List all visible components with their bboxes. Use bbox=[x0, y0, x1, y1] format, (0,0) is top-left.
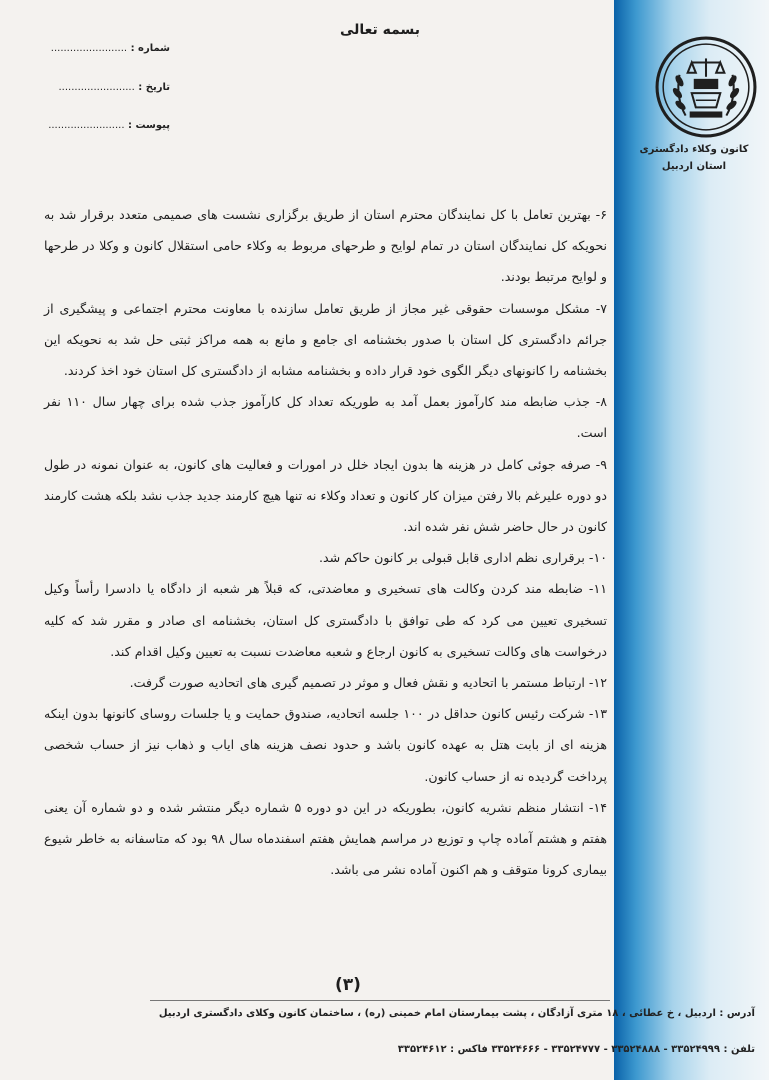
footer-address: آدرس : اردبیل ، خ عطائی ، ۱۸ متری آزادگان ، پشت بیمارستان امام خمینی (ره) ، ساختمان کانون وکلای دادگستری اردبیل bbox=[158, 1008, 755, 1019]
letter-attachment-dots: ........................ bbox=[48, 120, 125, 131]
bar-association-emblem-icon bbox=[655, 35, 757, 139]
basmala-heading: بسمه تعالی bbox=[339, 22, 421, 38]
footer-phones: تلفن : ۳۳۵۲۴۹۹۹ - ۳۳۵۲۴۸۸۸ - ۳۳۵۲۴۷۷۷ - ۳۳۵۲۴۶۶۶ فاکس : ۳۳۵۲۴۶۱۲ bbox=[397, 1044, 755, 1055]
organization-province: استان اردبیل bbox=[661, 161, 727, 172]
letter-date-field bbox=[40, 82, 170, 93]
letter-date-dots: ........................ bbox=[58, 82, 135, 93]
letter-number-dots: ........................ bbox=[50, 43, 128, 54]
paragraph-item-14: ۱۴- انتشار منظم نشریه کانون، بطوریکه در این دو دوره ۵ شماره دیگر منتشر شده و دو شماره آن یعنی هفتم و هشتم آماده چاپ و توزیع در مراسم همایش هفتم اسفندماه سال ۹۸ بود که متاسفانه به خاطر شیوع بیماری کرونا متوقف و هم اکنون آماده نشر می باشد. bbox=[44, 799, 607, 878]
letter-date-label: تاریخ : bbox=[138, 82, 170, 93]
footer-divider bbox=[150, 1000, 610, 1001]
letter-body bbox=[44, 199, 607, 885]
paragraph-item-9: ۹- صرفه جوئی کامل در هزینه ها بدون ایجاد خلل در امورات و فعالیت های کانون، به عنوان نمونه در طول دو دوره علیرغم بالا رفتن میزان کار کانون و تعداد وکلاء نه تنها هیچ کارمند جدید جذب نشد بلکه هشت کارمند کانون در حال حاضر شش نفر شده اند. bbox=[44, 456, 607, 535]
organization-name bbox=[628, 141, 760, 175]
paragraph-item-12: ۱۲- ارتباط مستمر با اتحادیه و نقش فعال و موثر در تصمیم گیری های اتحادیه صورت گرفت. bbox=[129, 675, 607, 691]
paragraph-item-8: ۸- جذب ضابطه مند کارآموز بعمل آمد به طوریکه تعداد کل کارآموز جذب شده برای چهار سال ۱۱۰ نفر است. bbox=[44, 394, 608, 441]
page-number: (۳) bbox=[335, 975, 361, 995]
letter-number-field bbox=[40, 43, 170, 54]
letter-attachment-label: پیوست : bbox=[127, 120, 170, 131]
paragraph-item-11: ۱۱- ضابطه مند کردن وکالت های تسخیری و معاضدتی، که قبلاً هر شعبه از دادگاه یا دادسرا رأساً وکیل تسخیری تعیین می کرد که طی توافق با دادگستری کل استان، بخشنامه ای صادر و مقرر شد که کلیه درخواست های وکالت تسخیری به کانون ارجاع و شعبه معاضدت نسبت به تعیین وکیل اقدام کند. bbox=[44, 581, 607, 659]
letter-number-label: شماره : bbox=[130, 43, 170, 54]
letter-attachment-field bbox=[40, 120, 170, 131]
organization-title: کانون وکلاء دادگستری bbox=[639, 144, 749, 155]
paragraph-item-10: ۱۰- برقراری نظم اداری قابل قبولی بر کانون حاکم شد. bbox=[319, 550, 607, 566]
paragraph-item-13: ۱۳- شرکت رئیس کانون حداقل در ۱۰۰ جلسه اتحادیه، صندوق حمایت و یا جلسات روسای کانونها بدون اینکه هزینه ای از بابت هتل به عهده کانون باشد و حدود نصف هزینه های ایاب و ذهاب نیز از حساب شخصی پرداخت گردیده نه از حساب کانون. bbox=[44, 706, 607, 784]
paragraph-item-6: ۶- بهترین تعامل با کل نمایندگان محترم استان از طریق برگزاری نشست های صمیمی متعدد برقرار شد به نحویکه کل نمایندگان استان در تمام لوایح و طرحهای مربوط به وکلاء حامی استقلال کانون و وکلا در طرحها و لوایح مرتبط بودند. bbox=[44, 207, 607, 285]
paragraph-item-7: ۷- مشکل موسسات حقوقی غیر مجاز از طریق تعامل سازنده با معاونت محترم اجتماعی و پیشگیری از جرائم دادگستری کل استان با صدور بخشنامه ای جامع و مانع به همه مراکز ثبتی حل شد به نحویکه این بخشنامه را کانونهای دیگر الگوی خود قرار داده و بخشنامه مشابه از دادگستری کل استان خود اخذ کردند. bbox=[44, 300, 607, 379]
